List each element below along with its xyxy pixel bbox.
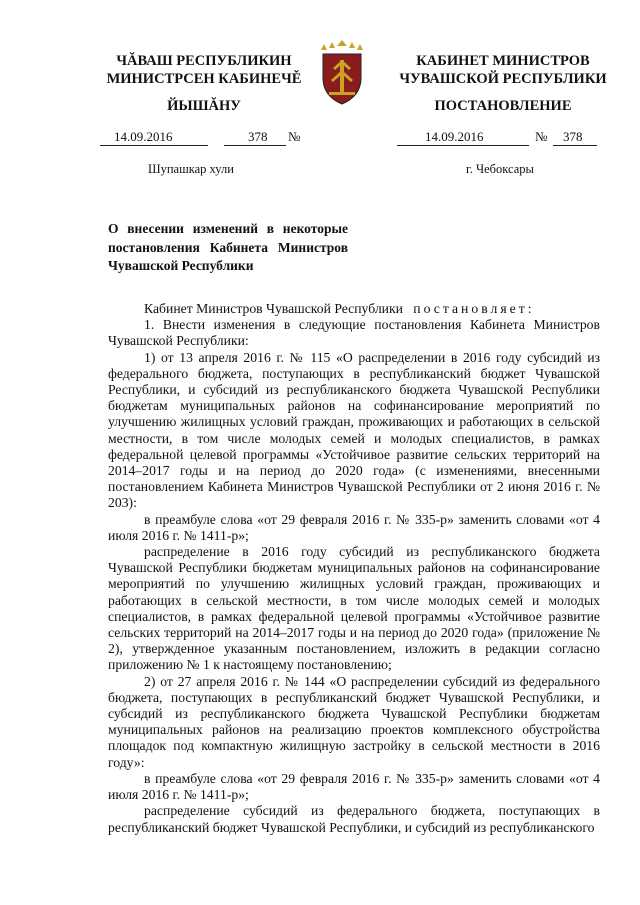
date-underline: [397, 145, 529, 146]
body-paragraph: в преамбуле слова «от 29 февраля 2016 г. № 335-р» заменить словами «от 4 июля 2016 г. № 1411-р»;: [108, 511, 600, 543]
number-underline: [553, 145, 597, 146]
body-paragraph: 2) от 27 апреля 2016 г. № 144 «О распределении субсидий из федерального бюджета, поступающих в республиканский бюджет Чувашской Республики, и субсидий из республиканского бюджета Чувашской Республики бюджетам муниципальных районов на реализацию проектов комплексного обустройства площадок под компактную жилищную застройку в сельской местности в 2016 году»:: [108, 673, 600, 770]
body-paragraph: распределение субсидий из федерального бюджета, поступающих в республиканский бюджет Чувашской Республики, и субсидий из республиканского: [108, 803, 600, 835]
place-left: Шупашкар хули: [148, 162, 234, 176]
date-underline: [100, 145, 208, 146]
number-line-left: [100, 130, 315, 146]
doc-type-left: ЙЫШĂНУ: [167, 98, 241, 114]
date-right: 14.09.2016: [425, 129, 484, 144]
body-paragraph: 1) от 13 апреля 2016 г. № 115 «О распределении в 2016 году субсидий из федерального бюджета, поступающих в республиканский бюджет Чувашской Республики, и субсидий из республиканского бюджета Чувашской Республики бюджетам муниципальных районов на софинансирование мероприятий по улучшению жилищных условий граждан, проживающих и работающих в сельской местности, в том числе молодых семей и молодых специалистов, в рамках федеральной целевой программы «Устойчивое развитие сельских территорий на 2014–2017 годы и на период до 2020 года» (с изменениями, внесенными постановлением Кабинета Министров Чувашской Республики от 2 июня 2016 г. № 203):: [108, 349, 600, 511]
number-line-right: [397, 130, 602, 146]
document-body: [108, 301, 600, 836]
document-subject: О внесении изменений в некоторые постановления Кабинета Министров Чувашской Республики: [108, 221, 348, 273]
body-paragraph: в преамбуле слова «от 29 февраля 2016 г. № 335-р» заменить словами «от 4 июля 2016 г. № 1411-р»;: [108, 770, 600, 803]
body-paragraph: распределение в 2016 году субсидий из республиканского бюджета Чувашской Республики бюджетам муниципальных районов на софинансирование мероприятий по улучшению жилищных условий граждан, проживающих и работающих в сельской местности, в том числе молодых семей и молодых специалистов, в рамках федеральной целевой программы «Устойчивое развитие сельских территорий на 2014–2017 годы и на период до 2020 года» (приложение № 2), утвержденное указанным постановлением, изложить в редакции согласно приложению № 1 к настоящему постановлению;: [108, 544, 600, 673]
place-right: г. Чебоксары: [466, 162, 534, 176]
header-left-line2: МИНИСТРСЕН КАБИНЕЧĚ: [106, 71, 302, 87]
date-left: 14.09.2016: [114, 129, 173, 144]
body-paragraph: 1. Внести изменения в следующие постановления Кабинета Министров Чувашской Республики:: [108, 317, 600, 349]
doc-type-right: ПОСТАНОВЛЕНИЕ: [434, 98, 572, 114]
number-left: 378: [248, 129, 268, 144]
intro-text: Кабинет Министров Чувашской Республики: [144, 301, 403, 316]
number-underline: [224, 145, 286, 146]
chuvash-emblem-icon: [315, 40, 369, 106]
header-right-line1: КАБИНЕТ МИНИСТРОВ: [416, 53, 590, 69]
header-right-line2: ЧУВАШСКОЙ РЕСПУБЛИКИ: [399, 71, 607, 87]
header-right: [378, 52, 628, 88]
header-left-line1: ЧĂВАШ РЕСПУБЛИКИН: [116, 53, 292, 69]
header-left: [84, 52, 324, 88]
number-sign-left: №: [288, 129, 301, 144]
intro-resolves: постановляет:: [413, 301, 535, 316]
intro-paragraph: [108, 301, 600, 317]
number-sign-right: №: [535, 129, 548, 144]
number-right: 378: [563, 129, 583, 144]
